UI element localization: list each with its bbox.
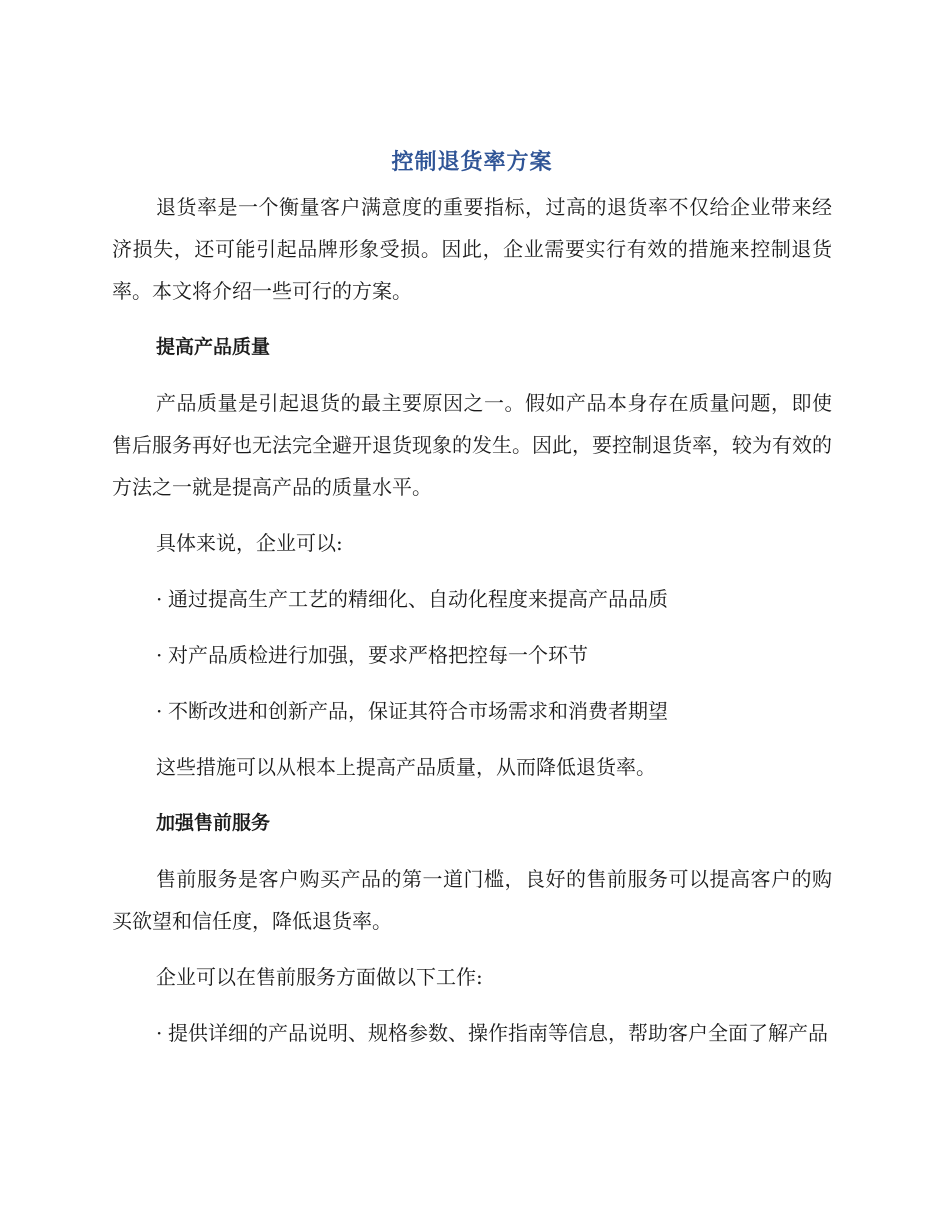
list-item bbox=[112, 1012, 832, 1054]
presales-lead: 企业可以在售前服务方面做以下工作: bbox=[156, 965, 483, 989]
list-item-text: 对产品质检进行加强，要求严格把控每一个环节 bbox=[168, 643, 588, 667]
list-item bbox=[112, 578, 832, 620]
list-item bbox=[112, 690, 832, 732]
intro-paragraph: 退货率是一个衡量客户满意度的重要指标，过高的退货率不仅给企业带来经济损失，还可能引起品牌形象受损。因此，企业需要实行有效的措施来控制退货率。本文将介绍一些可行的方案。 bbox=[112, 195, 832, 303]
bullet-icon: · bbox=[156, 1021, 163, 1045]
presales-paragraph: 售前服务是客户购买产品的第一道门槛，良好的售前服务可以提高客户的购买欲望和信任度，降低退货率。 bbox=[112, 867, 832, 933]
document-title: 控制退货率方案 bbox=[391, 150, 553, 175]
quality-paragraph: 产品质量是引起退货的最主要原因之一。假如产品本身存在质量问题，即使售后服务再好也无法完全避开退货现象的发生。因此，要控制退货率，较为有效的方法之一就是提高产品的质量水平。 bbox=[112, 391, 832, 499]
bullet-icon: · bbox=[156, 587, 163, 611]
list-item bbox=[112, 634, 832, 676]
list-item-text: 通过提高生产工艺的精细化、自动化程度来提高产品品质 bbox=[168, 587, 668, 611]
quality-closing: 这些措施可以从根本上提高产品质量，从而降低退货率。 bbox=[156, 755, 656, 779]
bullet-icon: · bbox=[156, 643, 163, 667]
list-item-text: 提供详细的产品说明、规格参数、操作指南等信息，帮助客户全面了解产品 bbox=[168, 1021, 828, 1045]
bullet-icon: · bbox=[156, 699, 163, 723]
list-item-text: 不断改进和创新产品，保证其符合市场需求和消费者期望 bbox=[168, 699, 668, 723]
section-heading-quality: 提高产品质量 bbox=[156, 336, 271, 358]
quality-lead: 具体来说，企业可以: bbox=[156, 531, 343, 555]
section-heading-presales: 加强售前服务 bbox=[156, 812, 271, 834]
